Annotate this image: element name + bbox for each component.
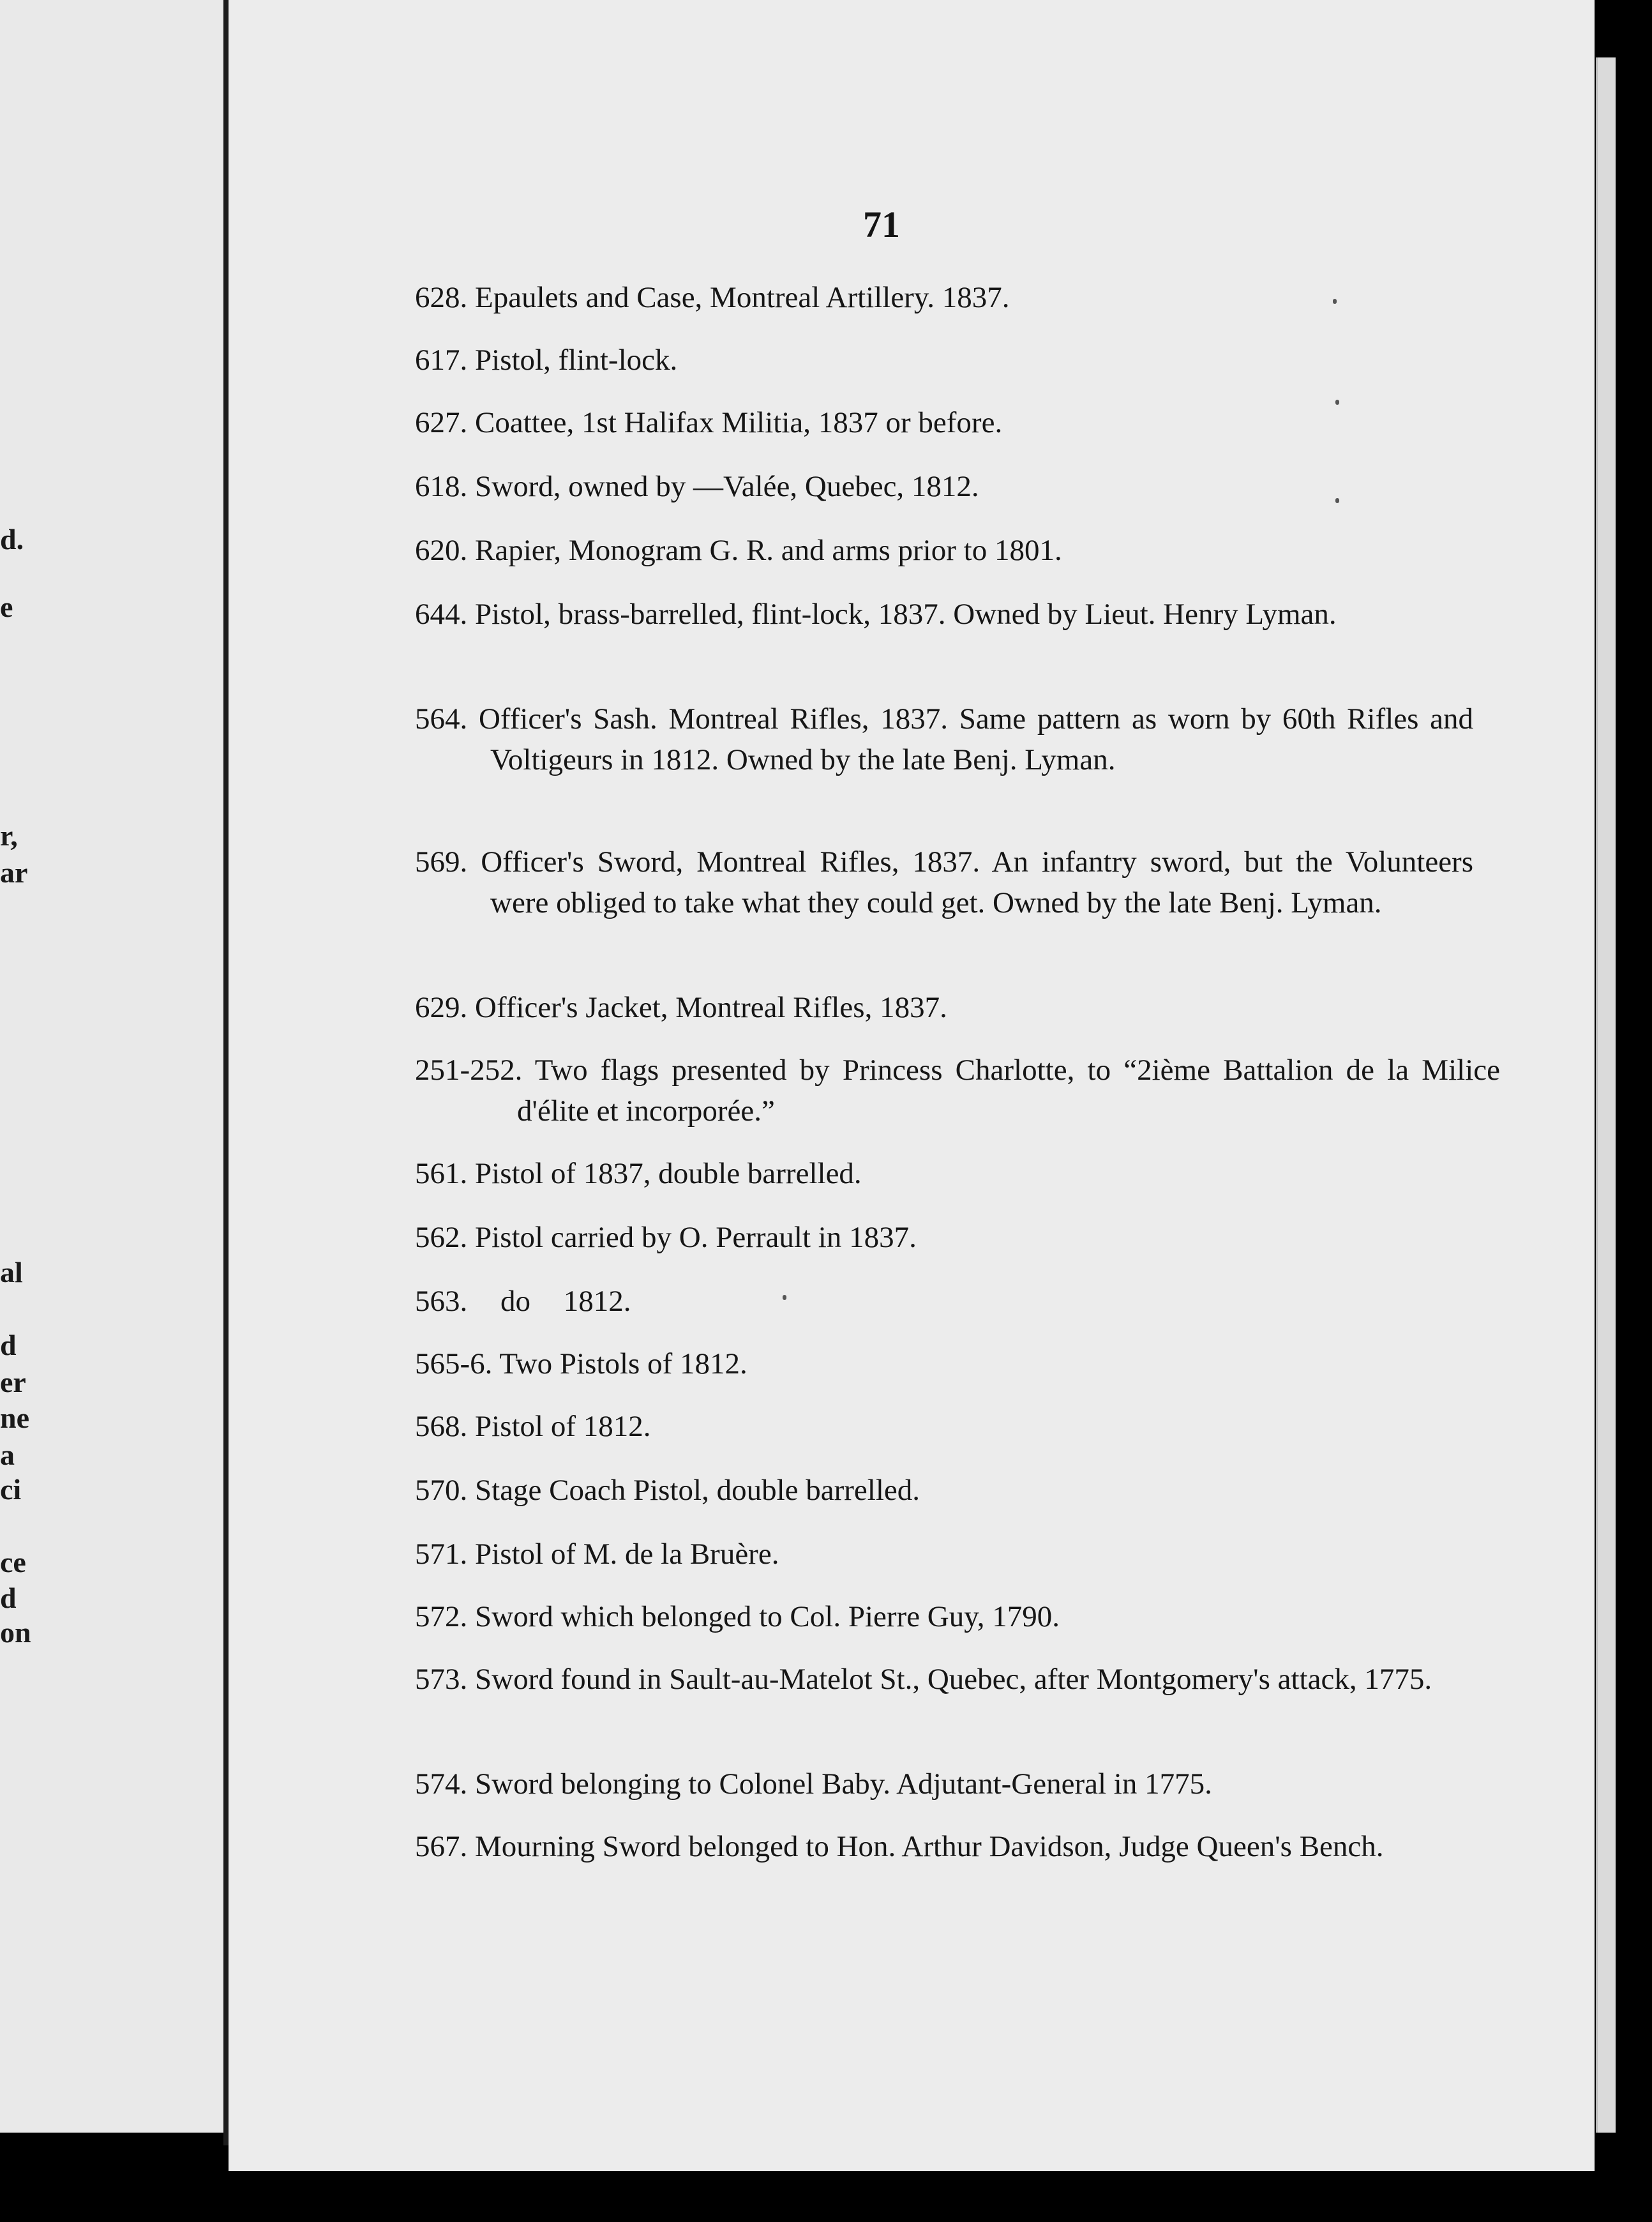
catalog-entry [415,1050,1500,1131]
catalog-entry [415,530,1398,571]
entry-text: Coattee, 1st Halifax Militia, 1837 or before. [475,406,1003,439]
catalog-entry [415,1406,1398,1447]
entry-text: Pistol, flint-lock. [475,344,678,377]
left-page-fragment: on [0,1616,31,1649]
entry-text: Pistol of 1837, double barrelled. [475,1157,862,1190]
entry-text: Two Pistols of 1812. [499,1347,747,1380]
left-page-fragment: a [0,1439,15,1471]
catalog-entry [415,987,1398,1028]
entry-number: 569. [415,845,481,879]
catalog-entry [415,1659,1473,1700]
entry-text: Officer's Sword, Montreal Rifles, 1837. An infantry sword, but the Volunteers were obliged to take what they could get. Owned by the late Benj. Lyman. [481,845,1474,919]
catalog-entry [415,1343,1398,1384]
print-speck [1333,299,1337,304]
catalog-entry [415,1534,1398,1575]
catalog-entry [415,594,1473,635]
catalog-entry [415,1470,1398,1511]
entry-number: 627. [415,406,475,439]
entry-text: Sword belonging to Colonel Baby. Adjutant-General in 1775. [475,1767,1212,1801]
catalog-entry [415,1826,1473,1867]
print-speck [783,1295,786,1300]
entry-number: 572. [415,1600,475,1633]
left-facing-page [0,0,223,2133]
left-page-fragment: ci [0,1473,22,1506]
catalog-entry [415,1281,1398,1322]
left-page-fragment: ce [0,1546,26,1578]
entry-text: Officer's Jacket, Montreal Rifles, 1837. [475,991,947,1024]
entry-number: 628. [415,281,475,314]
catalog-entry [415,1153,1398,1194]
entry-text: Rapier, Monogram G. R. and arms prior to 1801. [475,534,1062,567]
catalog-entry [415,340,1398,381]
entry-number: 620. [415,534,475,567]
page-edge-shadow [1596,57,1616,2133]
catalog-entry [415,842,1473,923]
entry-number: 629. [415,991,475,1024]
entry-text: Sword, owned by —Valée, Quebec, 1812. [475,470,979,503]
catalog-entry [415,699,1473,780]
entry-text: Sword found in Sault-au-Matelot St., Quebec, after Montgomery's attack, 1775. [475,1663,1432,1696]
entry-text: Pistol of M. de la Bruère. [475,1538,779,1571]
print-speck [1335,498,1339,503]
left-page-fragment: r, [0,819,18,852]
entry-text: Two flags presented by Princess Charlotte, to “2ième Battalion de la Milice d'élite et incorporée.” [517,1054,1500,1128]
entry-number: 618. [415,470,475,503]
left-page-fragment: ar [0,856,28,889]
entry-number: 563. [415,1285,500,1318]
print-speck [1335,400,1339,405]
entry-number: 564. [415,702,479,736]
book-gutter [223,0,229,2145]
entry-number: 562. [415,1221,475,1254]
entry-number: 573. [415,1663,475,1696]
page-number: 71 [863,204,900,245]
catalog-entry [415,466,1398,507]
entry-number: 251-252. [415,1054,535,1087]
catalog-entry [415,1764,1398,1804]
catalog-entry [415,402,1398,443]
entry-number: 644. [415,598,475,631]
entry-text: Pistol, brass-barrelled, flint-lock, 1837. Owned by Lieut. Henry Lyman. [475,598,1337,631]
left-page-fragment: d [0,1329,17,1361]
left-page-fragment: d [0,1582,17,1614]
catalog-entry [415,1217,1398,1258]
left-page-fragment: ne [0,1402,29,1434]
entry-number: 567. [415,1830,475,1863]
entry-number: 574. [415,1767,475,1801]
entry-text: Stage Coach Pistol, double barrelled. [475,1474,920,1507]
entry-text: Pistol of 1812. [475,1410,651,1443]
left-page-fragment: e [0,591,13,623]
entry-text: Epaulets and Case, Montreal Artillery. 1837. [475,281,1010,314]
entry-number: 565-6. [415,1347,500,1380]
catalog-entry [415,1596,1398,1637]
entry-number: 561. [415,1157,475,1190]
left-page-fragment: d. [0,523,24,556]
entry-text: Officer's Sash. Montreal Rifles, 1837. Same pattern as worn by 60th Rifles and Voltigeurs in 1812. Owned by the late Benj. Lyman. [478,702,1474,776]
left-page-fragment: al [0,1256,23,1289]
left-page-fragment: er [0,1366,26,1398]
entry-text: Sword which belonged to Col. Pierre Guy, 1790. [475,1600,1060,1633]
entry-number: 617. [415,344,475,377]
entry-number: 568. [415,1410,475,1443]
entry-number: 570. [415,1474,475,1507]
entry-number: 571. [415,1538,475,1571]
catalog-entry [415,277,1398,318]
entry-text: do 1812. [500,1285,631,1318]
entry-text: Pistol carried by O. Perrault in 1837. [475,1221,917,1254]
entry-text: Mourning Sword belonged to Hon. Arthur Davidson, Judge Queen's Bench. [475,1830,1384,1863]
